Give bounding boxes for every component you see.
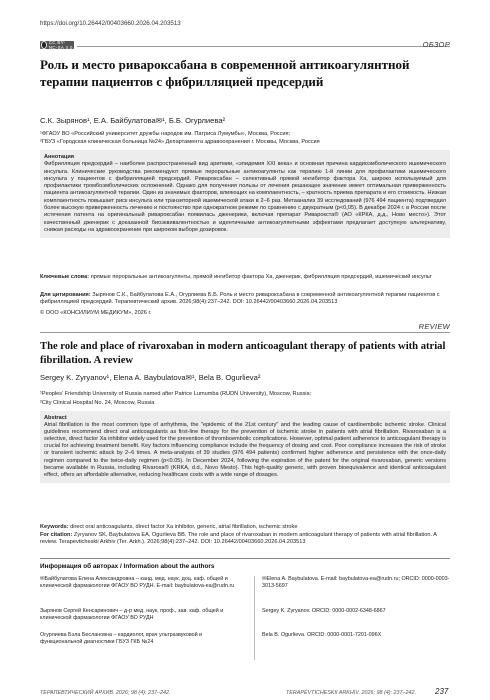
- abstract-ru-text: Фибрилляция предсердий – наиболее распространенный вид аритмии, «эпидемия XXI века» и основная причина кардиоэмболического ишемического инсульта. Клинические руководства рекомендуют прямые пероральные антикоагулянты как терапию 1-й линии для профилактики ишемического инсульта у пациентов с фибрилляцией предсердий. Ривароксабан – селективный прямой ингибитор фактора Xa, широко используемый для профилактики тромбоэмболических осложнений. Однако для получения пользы от лечения решающее значение имеет оптимальная приверженность пациента антикоагулянтной терапии. Один из значимых факторов, влияющих на комплаентность, – кратность приема препарата и его стоимость. Низкая комплаентность повышает риск инсульта или транзиторной ишемической атаки в 2–6 раз. Метаанализ 39 исследований (976 494 пациента) подтвердил более высокую приверженность лечению и постоянство при однократном режиме по сравнению с двукратным (p<0,05). В декабре 2024 г. в России после истечения патента на оригинальный ривароксабан появилась дженерики, включая препарат Риварокста® (АО «КРКА, д.д., Ново место»). Этот качественный дженерик с доказанной биоэквивалентностью и идентичными антикоагулянтными эффектами предлагает доступную альтернативу, снижая расходы на здравоохранение при широком выборе дозировок.: [44, 161, 446, 233]
- author-info-heading: Информация об авторах / Information about the authors: [40, 563, 215, 570]
- affiliation-en-1: ¹Peoples' Friendship University of Russia named after Patrice Lumumba (RUDN University), Moscow, Russia;: [40, 391, 312, 397]
- doi-link[interactable]: https://doi.org/10.26442/00403660.2026.04.203513: [40, 20, 181, 27]
- author-info-ru-1: ✉Байбулатова Елена Александровна – канд. мед. наук, доц. каф. общей и клинической фармакологии ФГАОУ ВО РУДН. E-mail: baybulatova-ea@rudn.ru: [40, 576, 235, 589]
- citation-en-text: Zyryanov SK, Baybulatova EA, Ogurlieva BB. The role and place of rivaroxaban in modern anticoagulant therapy of patients with atrial fibrillation. A review. Terapevticheskii Arkhiv (Ter. Arkh.). 2026;98(4):237–242. DOI: 10.26442/00403660.2026.04.203513: [40, 532, 437, 546]
- affiliation-en-2: ²City Clinical Hospital No. 24, Moscow, Russia: [40, 400, 155, 406]
- license-row: [40, 41, 450, 51]
- keywords-en: [40, 524, 450, 531]
- authors-en: Sergey K. Zyryanov¹, Elena A. Baybulatova✉¹, Bela B. Ogurlieva²: [40, 373, 261, 382]
- page-number: 237: [435, 687, 449, 696]
- authors-ru: С.К. Зырянов¹, Е.А. Байбулатова✉¹, Б.Б. Огурлиева²: [40, 116, 226, 125]
- citation-ru-text: Зырянов С.К., Байбулатова Е.А., Огурлиева Б.Б. Роль и место ривароксабана в современной антикоагулянтной терапии пациентов с фибрилляцией предсердий. Терапевтический архив. 2026;98(4):237–242. DOI: 10.26442/00403660.2026.04.203513: [40, 292, 440, 306]
- abstract-en-text: Atrial fibrillation is the most common type of arrhythmia, the "epidemic of the 21st century" and the leading cause of cardioembolic ischemic stroke. Clinical guidelines recommend direct oral anticoagulants as first-line therapy for the prevention of ischemic stroke in patients with atrial fibrillation. Rivaroxaban is a selective, direct factor Xa inhibitor widely used for the prevention of thromboembolic complications. However, optimal patient adherence to anticoagulant therapy is crucial for achieving treatment benefit. Key factors influencing compliance include the frequency of dosing and cost. Poor compliance increases the risk of stroke or transient ischemic attack by 2–6 times. A meta-analysis of 39 studies (976 494 patients) confirmed higher adherence and persistence with the once-daily regimen compared to the twice-daily regimen (p<0.05). In December 2024, following the expiration of the patent for the original rivaroxaban, generic versions became available in Russia, including Rivaroxa® (KRKA, d.d., Novo Mesto). This high-quality generic, with proven bioequivalence and identical anticoagulant effect, offers an affordable alternative, reducing healthcare costs with a wide range of dosages.: [44, 422, 446, 478]
- license-badge-text: CC BY-NC-SA 4.0: [48, 40, 73, 50]
- author-info-en-3: Bela B. Ogurlieva. ORCID: 0000-0001-7201-096X: [262, 632, 382, 638]
- abstract-ru-box: [40, 150, 450, 238]
- affiliations-en: [40, 390, 450, 408]
- keywords-en-text: direct oral anticoagulants, direct factor Xa inhibitor, generic, atrial fibrillation, ischemic stroke: [70, 524, 298, 530]
- abstract-ru-heading: Аннотация: [44, 154, 75, 160]
- citation-en-label: For citation:: [40, 532, 73, 538]
- keywords-ru: [40, 274, 450, 281]
- footer-journal-ru: ТЕРАПЕВТИЧЕСКИЙ АРХИВ. 2026; 98 (4): 237–242.: [40, 690, 171, 696]
- title-ru: Роль и место ривароксабана в современной антикоагулянтной терапии пациентов с фибрилляцией предсердий: [40, 57, 410, 89]
- section-label-ru: ОБЗОР: [422, 40, 450, 49]
- affiliations-ru: [40, 131, 450, 146]
- section-label-en: REVIEW: [418, 322, 450, 331]
- keywords-ru-label: Ключевые слова:: [40, 274, 90, 280]
- affiliation-ru-2: ²ГБУЗ «Городская клиническая больница №24» Департамента здравоохранения г. Москвы, Москва, Россия: [40, 138, 320, 145]
- citation-ru-label: Для цитирования:: [40, 292, 91, 298]
- copyright-ru: © ООО «КОНСИЛИУМ МЕДИКУМ», 2026 г.: [40, 310, 152, 316]
- author-info-ru-2: Зырянов Сергей Кенсаринович – д-р мед. наук, проф., зав. каф. общей и клинической фармакологии ФГАОУ ВО РУДН: [40, 608, 224, 621]
- footer-journal-en: TERAPEVTICHESKII ARKHIV. 2026; 98 (4): 237–242.: [286, 690, 417, 696]
- affiliation-ru-1: ¹ФГАОУ ВО «Российский университет дружбы народов им. Патриса Лумумбы», Москва, Россия;: [40, 131, 291, 137]
- keywords-en-label: Keywords:: [40, 524, 69, 530]
- keywords-ru-text: прямые пероральные антикоагулянты, прямой ингибитор фактора Xa, дженерик, фибрилляция предсердий, ишемический инсульт: [90, 274, 432, 280]
- section-divider-en: [40, 332, 450, 333]
- creative-commons-icon: [41, 41, 47, 49]
- author-info-en-2: Sergey K. Zyryanov. ORCID: 0000-0002-6348-6867: [262, 608, 386, 614]
- title-en: The role and place of rivaroxaban in modern anticoagulant therapy of patients with atrial fibrillation. A review: [40, 341, 446, 366]
- citation-en: [40, 532, 450, 547]
- author-info-ru-3: Огурлиева Бэла Беслановна – кардиолог, врач ультразвуковой и функциональной диагностики ГБУЗ ГКБ №24: [40, 632, 203, 645]
- abstract-en-heading: Abstract: [44, 415, 67, 421]
- header-divider: [77, 46, 450, 47]
- author-info-column-divider: [254, 576, 255, 660]
- author-info-section: [40, 558, 450, 666]
- author-info-en-1: ✉Elena A. Baybulatova. E-mail: baybulatova-ea@rudn.ru; ORCID: 0000-0003-3013-5697: [262, 576, 450, 589]
- cc-license-badge[interactable]: [40, 41, 74, 49]
- citation-ru: [40, 292, 450, 307]
- abstract-en-box: [40, 411, 450, 483]
